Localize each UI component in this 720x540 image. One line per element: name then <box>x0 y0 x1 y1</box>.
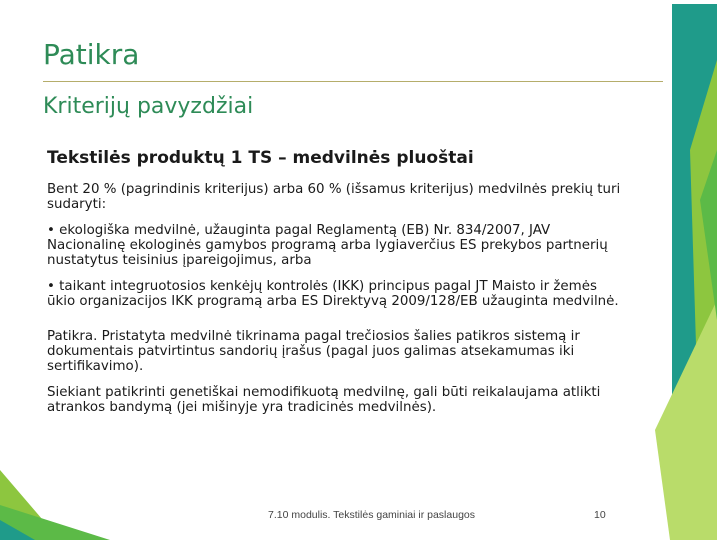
footer-text: 7.10 modulis. Tekstilės gaminiai ir paslaugos <box>268 509 475 521</box>
title-divider <box>43 81 663 82</box>
bullet-organic-cotton: • ekologiška medvilnė, užauginta pagal Reglamentą (EB) Nr. 834/2007, JAV Nacionalinę ekologinės gamybos programą arba lygiaverčius ES prekybos partnerių nustatytus teisinius įpareigojimus, arba <box>47 223 608 268</box>
verification-label: Patikra. <box>47 329 98 344</box>
paragraph-verification <box>47 329 629 374</box>
slide-title: Patikra <box>43 38 140 71</box>
paragraph-closing: Siekiant patikrinti genetiškai nemodifikuotą medvilnę, gali būti reikalaujama atlikti atrankos bandymą (jei mišinyje yra tradicinės medvilnės). <box>47 385 601 415</box>
verification-text: Pristatyta medvilnė tikrinama pagal trečiosios šalies patikros sistemą ir dokumentais patvirtintus sandorių įrašus (pagal juos galimas atsekamumas iki sertifikavimo). <box>47 329 580 374</box>
content-body <box>47 148 629 426</box>
bullet-ipm-cotton: • taikant integruotosios kenkėjų kontrolės (IKK) principus pagal JT Maisto ir žemės ūkio organizacijos IKK programą arba ES Direktyvą 2009/128/EB užauginta medvilnė. <box>47 279 619 309</box>
paragraph-intro: Bent 20 % (pagrindinis kriterijus) arba 60 % (išsamus kriterijus) medvilnės prekių turi sudaryti: <box>47 182 621 212</box>
page-number: 10 <box>594 509 606 521</box>
slide-subtitle: Kriterijų pavyzdžiai <box>43 94 254 119</box>
section-heading: Tekstilės produktų 1 TS – medvilnės pluoštai <box>47 148 474 168</box>
